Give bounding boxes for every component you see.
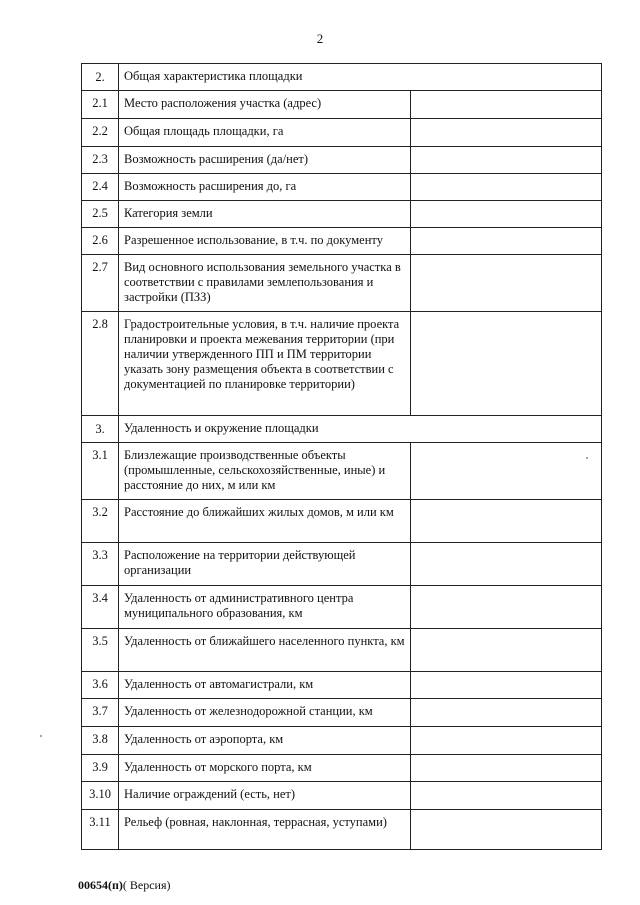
document-footer: [78, 878, 171, 893]
row-label: Удаленность от автомагистрали, км: [119, 672, 411, 699]
row-number: 3.10: [82, 782, 119, 810]
table-row: [82, 228, 602, 255]
row-value-cell[interactable]: [411, 312, 602, 416]
row-value-cell[interactable]: [411, 543, 602, 586]
row-number: 3.8: [82, 727, 119, 755]
row-label: Расстояние до ближайших жилых домов, м или км: [119, 500, 411, 543]
row-value-cell[interactable]: [411, 174, 602, 201]
table-row: [82, 755, 602, 782]
row-label: Удаленность от железнодорожной станции, км: [119, 699, 411, 727]
row-label: Рельеф (ровная, наклонная, террасная, уступами): [119, 810, 411, 850]
table-row: [82, 255, 602, 312]
table-row: [82, 147, 602, 174]
row-number: 3.6: [82, 672, 119, 699]
row-label: Расположение на территории действующей организации: [119, 543, 411, 586]
document-code: 00654(п): [78, 878, 123, 892]
row-number: 2.: [82, 64, 119, 91]
row-number: 3.1: [82, 443, 119, 500]
table-row: [82, 443, 602, 500]
table-row: [82, 629, 602, 672]
table-row: [82, 727, 602, 755]
row-number: 2.8: [82, 312, 119, 416]
row-number: 3.5: [82, 629, 119, 672]
row-number: 2.5: [82, 201, 119, 228]
row-label: Градостроительные условия, в т.ч. наличие проекта планировки и проекта межевания территории (при наличии утвержденного ПП и ПМ территории указать зону размещения объекта в соответствии с документацией по планировке территории): [119, 312, 411, 416]
table-row: [82, 91, 602, 119]
table-body: [82, 64, 602, 850]
row-number: 2.1: [82, 91, 119, 119]
row-label: Близлежащие производственные объекты (промышленные, сельскохозяйственные, иные) и расстояние до них, м или км: [119, 443, 411, 500]
table-row: [82, 500, 602, 543]
table-row: [82, 586, 602, 629]
row-value-cell[interactable]: [411, 500, 602, 543]
page-number: 2: [316, 31, 324, 46]
row-value-cell[interactable]: [411, 586, 602, 629]
table-row: [82, 543, 602, 586]
row-number: 2.3: [82, 147, 119, 174]
row-label: Удаленность от морского порта, км: [119, 755, 411, 782]
section-title: Удаленность и окружение площадки: [119, 416, 602, 443]
row-number: 3.4: [82, 586, 119, 629]
row-value-cell[interactable]: [411, 119, 602, 147]
row-value-cell[interactable]: [411, 147, 602, 174]
table-row: [82, 119, 602, 147]
row-number: 2.6: [82, 228, 119, 255]
row-label: Категория земли: [119, 201, 411, 228]
table-row-section: [82, 416, 602, 443]
row-value-cell[interactable]: [411, 810, 602, 850]
row-number: 3.9: [82, 755, 119, 782]
row-value-cell[interactable]: [411, 672, 602, 699]
row-number: 2.4: [82, 174, 119, 201]
row-label: Разрешенное использование, в т.ч. по документу: [119, 228, 411, 255]
scan-speck: [40, 735, 42, 737]
row-number: 3.7: [82, 699, 119, 727]
row-label: Место расположения участка (адрес): [119, 91, 411, 119]
row-number: 3.2: [82, 500, 119, 543]
row-number: 2.7: [82, 255, 119, 312]
section-title: Общая характеристика площадки: [119, 64, 602, 91]
row-label: Общая площадь площадки, га: [119, 119, 411, 147]
table-row: [82, 201, 602, 228]
row-value-cell[interactable]: [411, 91, 602, 119]
row-number: 3.3: [82, 543, 119, 586]
row-number: 3.: [82, 416, 119, 443]
row-value-cell[interactable]: [411, 228, 602, 255]
table-row-section: [82, 64, 602, 91]
row-label: Вид основного использования земельного участка в соответствии с правилами землепользования и застройки (ПЗЗ): [119, 255, 411, 312]
row-label: Наличие ограждений (есть, нет): [119, 782, 411, 810]
row-label: Удаленность от аэропорта, км: [119, 727, 411, 755]
table-row: [82, 672, 602, 699]
row-value-cell[interactable]: [411, 629, 602, 672]
row-label: Возможность расширения (да/нет): [119, 147, 411, 174]
row-value-cell[interactable]: [411, 782, 602, 810]
table-row: [82, 810, 602, 850]
table-row: [82, 312, 602, 416]
scan-speck: [586, 457, 588, 459]
row-label: Удаленность от ближайшего населенного пункта, км: [119, 629, 411, 672]
table-row: [82, 174, 602, 201]
site-characteristics-table: [81, 63, 602, 850]
table-row: [82, 699, 602, 727]
document-version: ( Версия): [122, 878, 171, 892]
row-value-cell[interactable]: [411, 201, 602, 228]
row-value-cell[interactable]: [411, 755, 602, 782]
row-number: 3.11: [82, 810, 119, 850]
row-number: 2.2: [82, 119, 119, 147]
row-value-cell[interactable]: [411, 255, 602, 312]
table-row: [82, 782, 602, 810]
row-value-cell[interactable]: [411, 443, 602, 500]
row-label: Удаленность от административного центра муниципального образования, км: [119, 586, 411, 629]
row-value-cell[interactable]: [411, 699, 602, 727]
row-value-cell[interactable]: [411, 727, 602, 755]
row-label: Возможность расширения до, га: [119, 174, 411, 201]
